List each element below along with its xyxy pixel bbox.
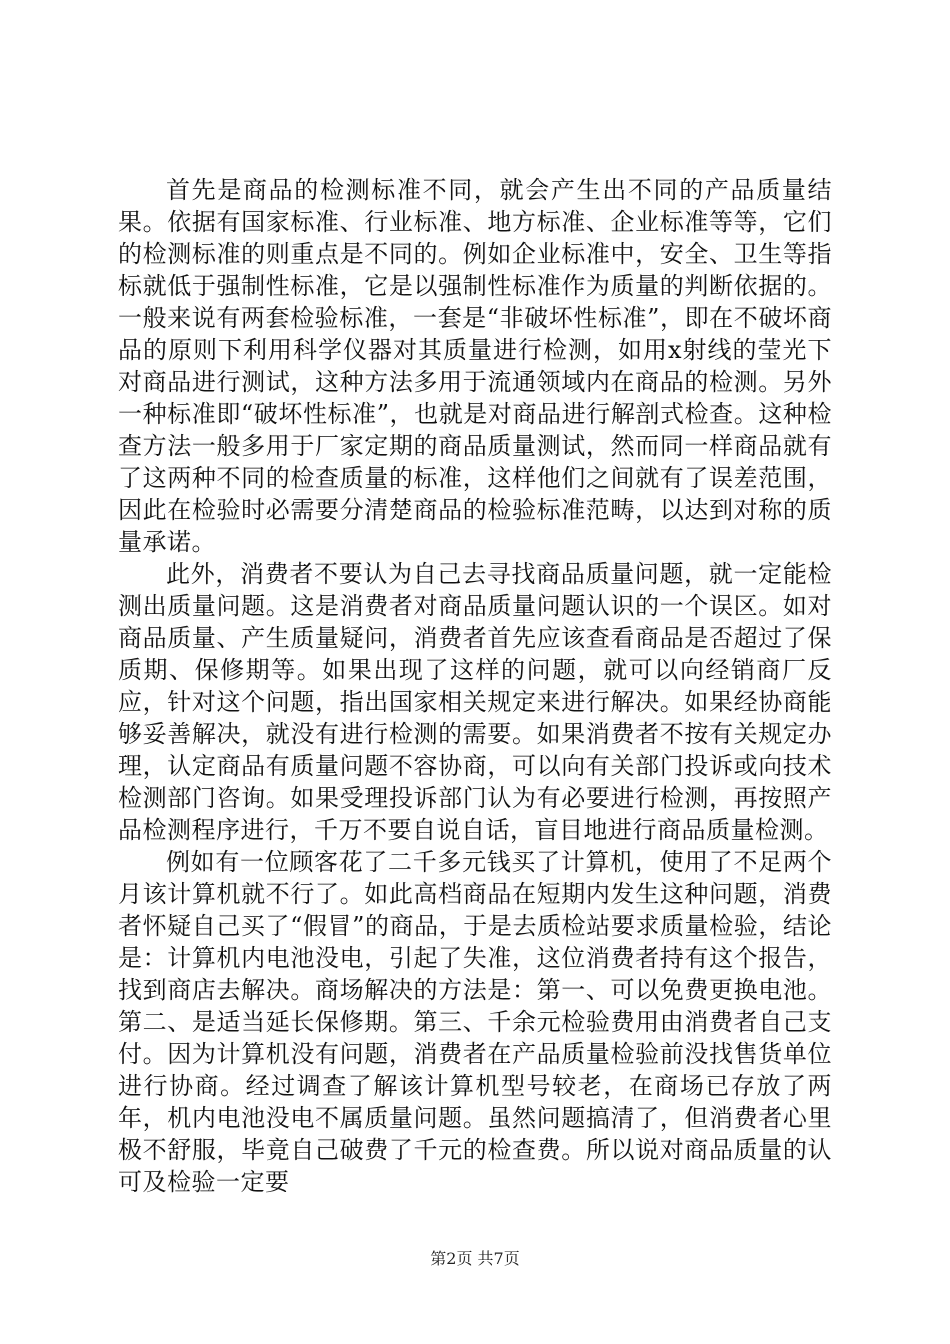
paragraph-testing-standards: 首先是商品的检测标准不同，就会产生出不同的产品质量结果。依据有国家标准、行业标准、地方标准、企业标准等等，它们的检测标准的则重点是不同的。例如企业标准中，安全、卫生等指标就低于强制性标准，它是以强制性标准作为质量的判断依据的。一般来说有两套检验标准，一套是“非破坏性标准”，即在不破坏商品的原则下利用科学仪器对其质量进行检测，如用x射线的莹光下对商品进行测试，这种方法多用于流通领域内在商品的检测。另外一种标准即“破坏性标准”，也就是对商品进行解剖式检查。这种检查方法一般多用于厂家定期的商品质量测试，然而同一样商品就有了这两种不同的检查质量的标准，这样他们之间就有了误差范围，因此在检验时必需要分清楚商品的检验标准范畴，以达到对称的质量承诺。: [118, 176, 832, 556]
page-number: 第2页 共7页: [430, 1249, 520, 1268]
paragraph-computer-example: 例如有一位顾客花了二千多元钱买了计算机，使用了不足两个月该计算机就不行了。如此高档商品在短期内发生这种问题，消费者怀疑自己买了“假冒”的商品，于是去质检站要求质量检验，结论是：计算机内电池没电，引起了失准，这位消费者持有这个报告，找到商店去解决。商场解决的方法是：第一、可以免费更换电池。第二、是适当延长保修期。第三、千余元检验费用由消费者自己支付。因为计算机没有问题，消费者在产品质量检验前没找售货单位进行协商。经过调查了解该计算机型号较老，在商场已存放了两年，机内电池没电不属质量问题。虽然问题搞清了，但消费者心里极不舒服，毕竟自己破费了千元的检查费。所以说对商品质量的认可及检验一定要: [118, 848, 832, 1196]
paragraph-consumer-misconception: 此外，消费者不要认为自己去寻找商品质量问题，就一定能检测出质量问题。这是消费者对商品质量问题认识的一个误区。如对商品质量、产生质量疑问，消费者首先应该查看商品是否超过了保质期、保修期等。如果出现了这样的问题，就可以向经销商厂反应，针对这个问题，指出国家相关规定来进行解决。如果经协商能够妥善解决，就没有进行检测的需要。如果消费者不按有关规定办理，认定商品有质量问题不容协商，可以向有关部门投诉或向技术检测部门咨询。如果受理投诉部门认为有必要进行检测，再按照产品检测程序进行，千万不要自说自话，盲目地进行商品质量检测。: [118, 560, 832, 844]
document-body: [118, 174, 832, 1198]
page-footer: [0, 1246, 950, 1269]
